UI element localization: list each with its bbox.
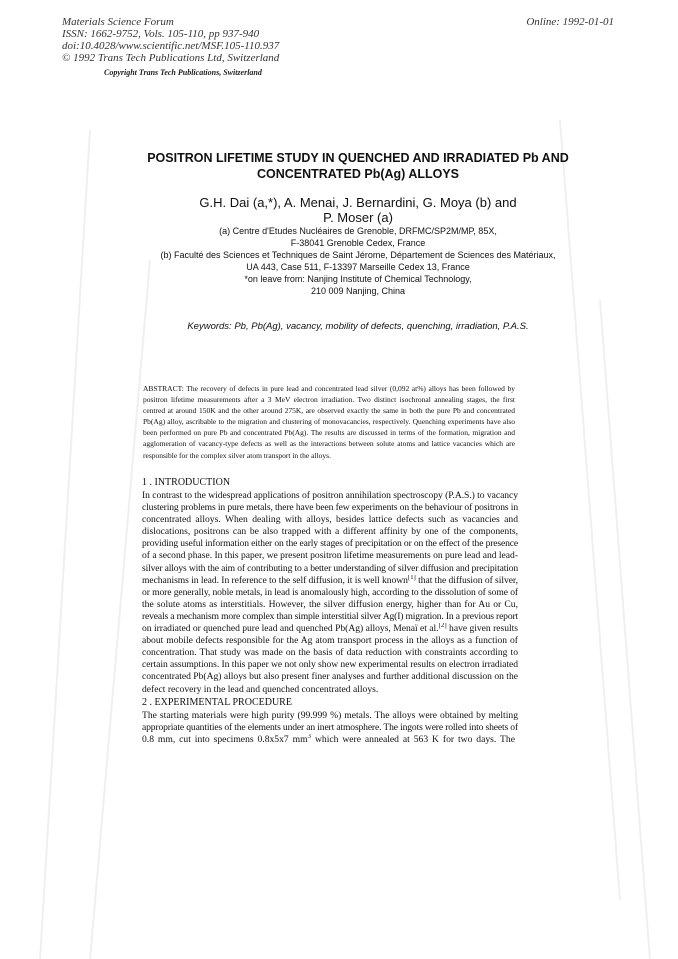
online-date: Online: 1992-01-01 (526, 16, 614, 28)
affiliation-line: (b) Faculté des Sciences et Techniques de Saint Jérome, Département de Sciences des Matériaux, (160, 250, 556, 261)
text-line: certain assumptions. In this paper we not only show new experimental results on electron irradiated (142, 659, 518, 671)
copyright-stamp: Copyright Trans Tech Publications, Switzerland (104, 68, 262, 77)
affiliation-line: 210 009 Nanjing, China (310, 286, 406, 297)
text-line (142, 734, 518, 746)
text-fragment: on irradiated or quenched pure lead and quenched Pb(Ag) alloys, Menaï et al. (142, 623, 439, 635)
abstract: ABSTRACT: The recovery of defects in pure lead and concentrated lead silver (0,092 at%) alloys has been followed by positron lifetime measurements after a 3 MeV electron irradiation. Two distinct isochronal annealing stages, the first centred at around 150K and the other around 275K, are observed exactly the same in both the pure Pb and concentrated Pb(Ag) alloy, ascribable to the migration and clustering of monovacancies, respectively. Quenching experiments have also been performed on pure Pb and concentrated Pb(Ag). The results are discussed in terms of the formation, migration and agglomeration of vacancy-type defects as well as the interactions between solute atoms and lattice vacancies which are responsible for the complex silver atom transport in the alloys. (143, 384, 515, 460)
affiliations (80, 225, 636, 298)
title-line-1: POSITRON LIFETIME STUDY IN QUENCHED AND IRRADIATED Pb AND (147, 151, 569, 165)
introduction-text (142, 490, 518, 696)
superscript: 3 (307, 734, 312, 740)
text-line: dislocations, positrons can be also trapped with a different affinity by one of the components, (142, 526, 518, 538)
authors-line-1: G.H. Dai (a,*), A. Menai, J. Bernardini, G. Moya (b) and (199, 195, 517, 210)
paper-title (80, 150, 636, 182)
affiliation-line: *on leave from: Nanjing Institute of Chemical Technology, (244, 274, 472, 285)
text-fragment: 0.8 mm, cut into specimens 0.8x5x7 mm (142, 734, 308, 746)
text-line: concentration. That study was made on the basis of data reduction with constraints according to (142, 647, 518, 659)
copyright-line: © 1992 Trans Tech Publications Ltd, Switzerland (62, 52, 280, 64)
text-line: concentrated Pb(Ag) alloys but also present finer analyses and further additional discussion on the (142, 671, 518, 683)
text-line (142, 575, 518, 587)
text-line: the solute atoms as interstitials. However, the silver diffusion energy, higher than for Au or Cu, (142, 598, 518, 610)
section-heading-introduction: 1 . INTRODUCTION (142, 477, 231, 488)
affiliation-line: F-38041 Grenoble Cedex, France (290, 238, 426, 249)
text-line: reveals a mechanism more complex than simple interstitial silver Ag(I) migration. In a previous report (142, 610, 518, 622)
journal-name: Materials Science Forum (62, 16, 174, 28)
section-heading-experimental: 2 . EXPERIMENTAL PROCEDURE (142, 697, 292, 708)
title-line-2: CONCENTRATED Pb(Ag) ALLOYS (256, 167, 460, 181)
reference-1[interactable]: [1] (407, 574, 416, 581)
text-line: defect recovery in the lead and quenched concentrated alloys. (142, 683, 379, 695)
text-line: silver alloys with the aim of contributing to a better understanding of silver diffusion and precipitation (142, 562, 518, 574)
text-line: appropriate quantities of the elements under an inert atmosphere. The ingots were rolled into sheets of (142, 722, 518, 734)
text-line: or more generally, noble metals, in lead is anomalously high, according to the dissolution of some of (142, 586, 518, 598)
text-line: about mobile defects responsible for the Ag atom transport process in the alloys as a function of (142, 635, 518, 647)
text-line: providing useful information either on the early stages of precipitation or on the effect of the presence (142, 538, 518, 550)
author-list (80, 195, 636, 225)
reference-2[interactable]: [2] (438, 623, 447, 629)
text-line: The starting materials were high purity (99.999 %) metals. The alloys were obtained by melting (142, 710, 518, 721)
text-fragment: that the diffusion of silver, (415, 574, 518, 586)
keywords: Keywords: Pb, Pb(Ag), vacancy, mobility of defects, quenching, irradiation, P.A.S. (187, 321, 529, 332)
text-fragment: mechanisms in lead. In reference to the self diffusion, it is well known (142, 574, 408, 586)
text-line: In contrast to the widespread applications of positron annihilation spectroscopy (P.A.S.) to vacancy (142, 490, 518, 501)
text-line: clustering problems in pure metals, there have been few experiments on the behaviour of positrons in (142, 502, 518, 514)
issn-line: ISSN: 1662-9752, Vols. 105-110, pp 937-940 (62, 28, 260, 40)
authors-line-2: P. Moser (a) (323, 210, 393, 225)
text-line: of a second phase. In this paper, we present positron lifetime measurements on pure lead and lead- (142, 550, 518, 562)
text-line (142, 623, 518, 635)
affiliation-line: (a) Centre d'Etudes Nucléaires de Grenoble, DRFMC/SP2M/MP, 85X, (219, 226, 497, 236)
doi-line: doi:10.4028/www.scientific.net/MSF.105-110.937 (62, 40, 280, 52)
text-fragment: have given results (446, 623, 518, 635)
affiliation-line: UA 443, Case 511, F-13397 Marseille Cedex 13, France (246, 262, 470, 273)
journal-header (62, 16, 279, 64)
text-line: concentrated alloys. When dealing with alloys, besides lattice defects such as vacancies and (142, 514, 518, 526)
experimental-text (142, 710, 518, 746)
text-fragment: which were annealed at 563 K for two days. The (311, 734, 515, 746)
